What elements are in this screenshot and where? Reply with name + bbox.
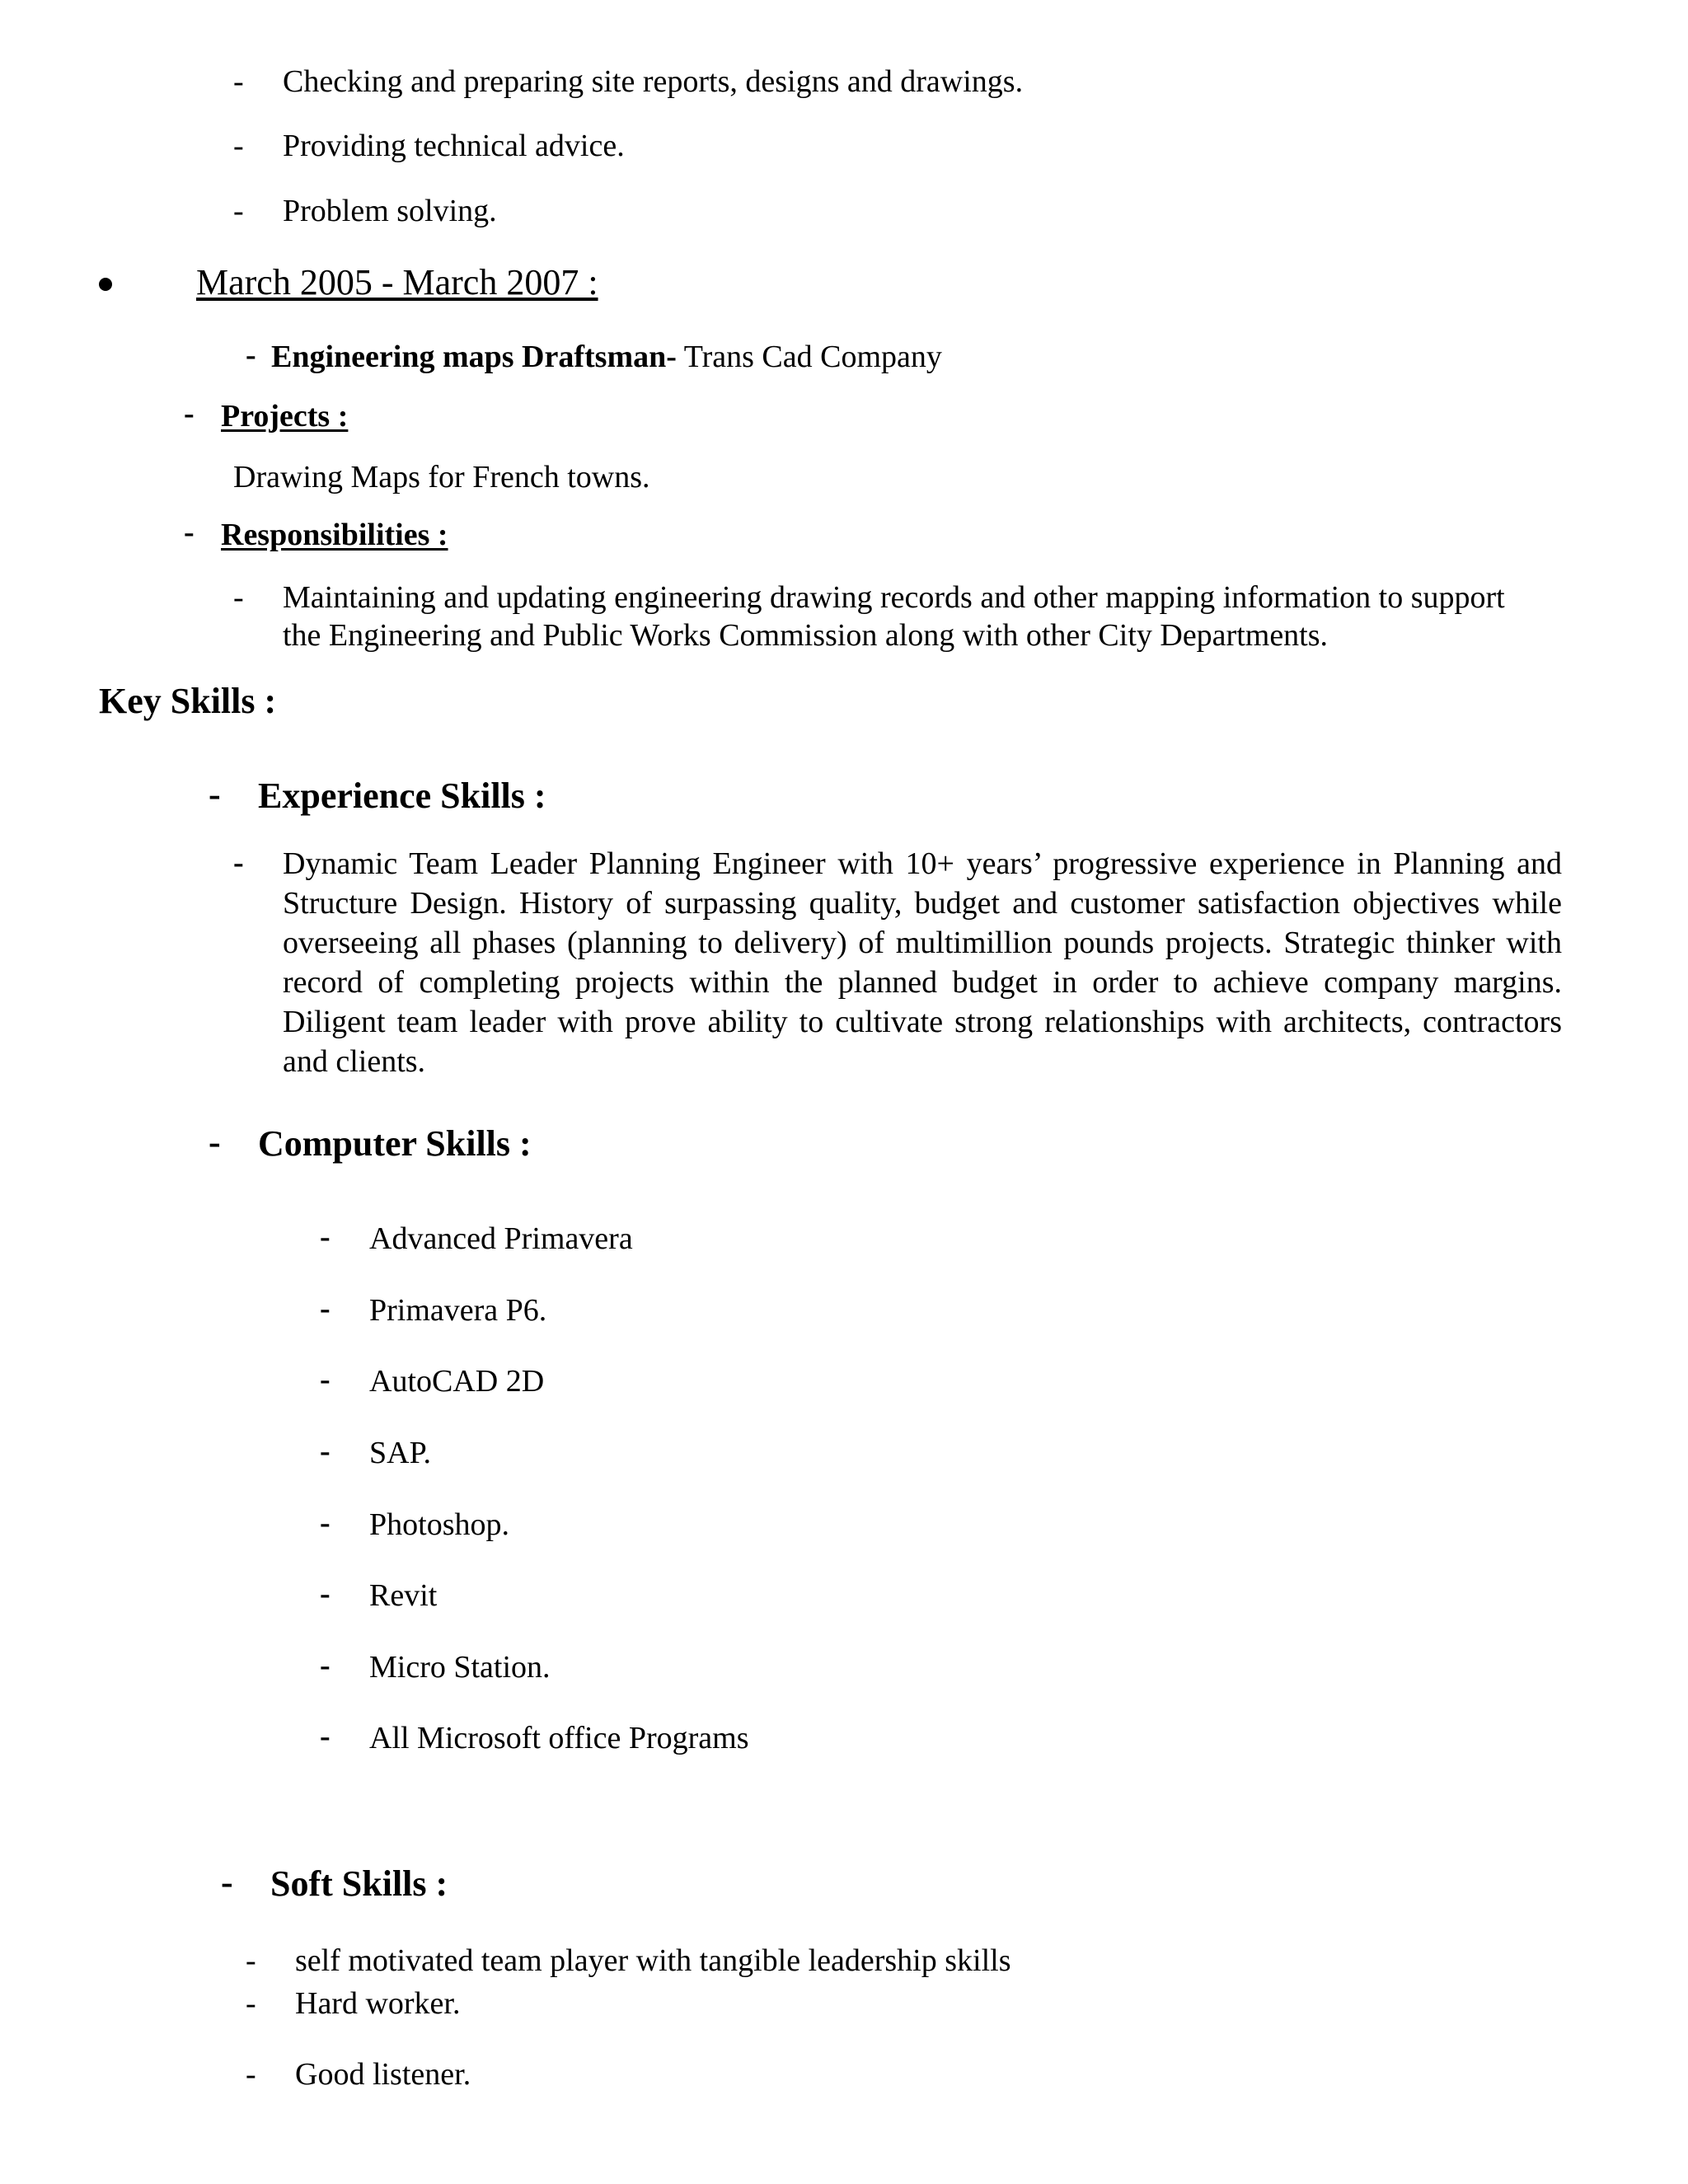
computer-skill-item: SAP. <box>369 1436 431 1470</box>
list-dash: - <box>320 1506 331 1540</box>
list-dash: - <box>246 338 256 373</box>
list-dash: - <box>320 1719 331 1754</box>
job-title: Engineering maps Draftsman- <box>271 340 677 374</box>
list-dash: - <box>209 1122 221 1162</box>
computer-skill-item: Advanced Primavera <box>369 1221 633 1256</box>
responsibility-line: Maintaining and updating engineering drawing records and other mapping information to support <box>283 580 1505 615</box>
list-dash: - <box>320 1577 331 1611</box>
responsibility-line: the Engineering and Public Works Commission along with other City Departments. <box>283 618 1329 653</box>
list-dash: - <box>184 396 195 431</box>
list-dash: - <box>320 1220 331 1254</box>
list-dash: - <box>246 2057 256 2092</box>
computer-skill-item: Revit <box>369 1578 438 1613</box>
list-dash: - <box>233 129 244 163</box>
list-dash: - <box>209 774 221 814</box>
soft-skill-item: self motivated team player with tangible leadership skills <box>295 1943 1011 1978</box>
list-dash: - <box>320 1434 331 1469</box>
list-dash: - <box>184 515 195 550</box>
job-period: March 2005 - March 2007 : <box>196 262 598 302</box>
soft-skill-item: Hard worker. <box>295 1986 461 2021</box>
projects-heading: Projects : <box>221 399 349 434</box>
experience-paragraph: Dynamic Team Leader Planning Engineer with 10+ years’ progressive experience in Planning and Structure Design. History of surpassing quality, budget and customer satisfaction objectives while overseeing all phases (planning to delivery) of multimillion pounds projects. Strategic thinker with record of completing projects within the planned budget in order to achieve company margins. Diligent team leader with prove ability to cultivate strong relationships with architects, contractors and clients. <box>283 846 1562 1079</box>
list-dash: - <box>320 1291 331 1326</box>
task-item: Providing technical advice. <box>283 129 625 163</box>
computer-skill-item: Micro Station. <box>369 1650 551 1685</box>
projects-text: Drawing Maps for French towns. <box>233 460 650 494</box>
job-title-line <box>271 341 942 373</box>
task-item: Problem solving. <box>283 194 497 228</box>
key-skills-heading: Key Skills : <box>99 681 277 721</box>
list-dash: - <box>233 846 244 880</box>
computer-skill-item: AutoCAD 2D <box>369 1364 545 1399</box>
list-dash: - <box>246 1943 256 1978</box>
soft-skill-item: Good listener. <box>295 2057 471 2092</box>
soft-skills-heading: Soft Skills : <box>270 1863 448 1904</box>
responsibilities-heading: Responsibilities : <box>221 518 448 552</box>
list-dash: - <box>320 1362 331 1397</box>
list-dash: - <box>320 1648 331 1683</box>
list-dash: - <box>233 194 244 228</box>
list-dash: - <box>233 580 244 615</box>
experience-skills-heading: Experience Skills : <box>258 776 546 816</box>
company-name: Trans Cad Company <box>683 340 942 374</box>
task-item: Checking and preparing site reports, designs and drawings. <box>283 64 1024 99</box>
computer-skill-item: Primavera P6. <box>369 1293 547 1328</box>
bullet-icon <box>99 278 112 291</box>
computer-skill-item: Photoshop. <box>369 1507 509 1542</box>
computer-skill-item: All Microsoft office Programs <box>369 1721 749 1755</box>
list-dash: - <box>233 64 244 99</box>
list-dash: - <box>221 1862 233 1902</box>
list-dash: - <box>246 1986 256 2021</box>
computer-skills-heading: Computer Skills : <box>258 1123 532 1164</box>
